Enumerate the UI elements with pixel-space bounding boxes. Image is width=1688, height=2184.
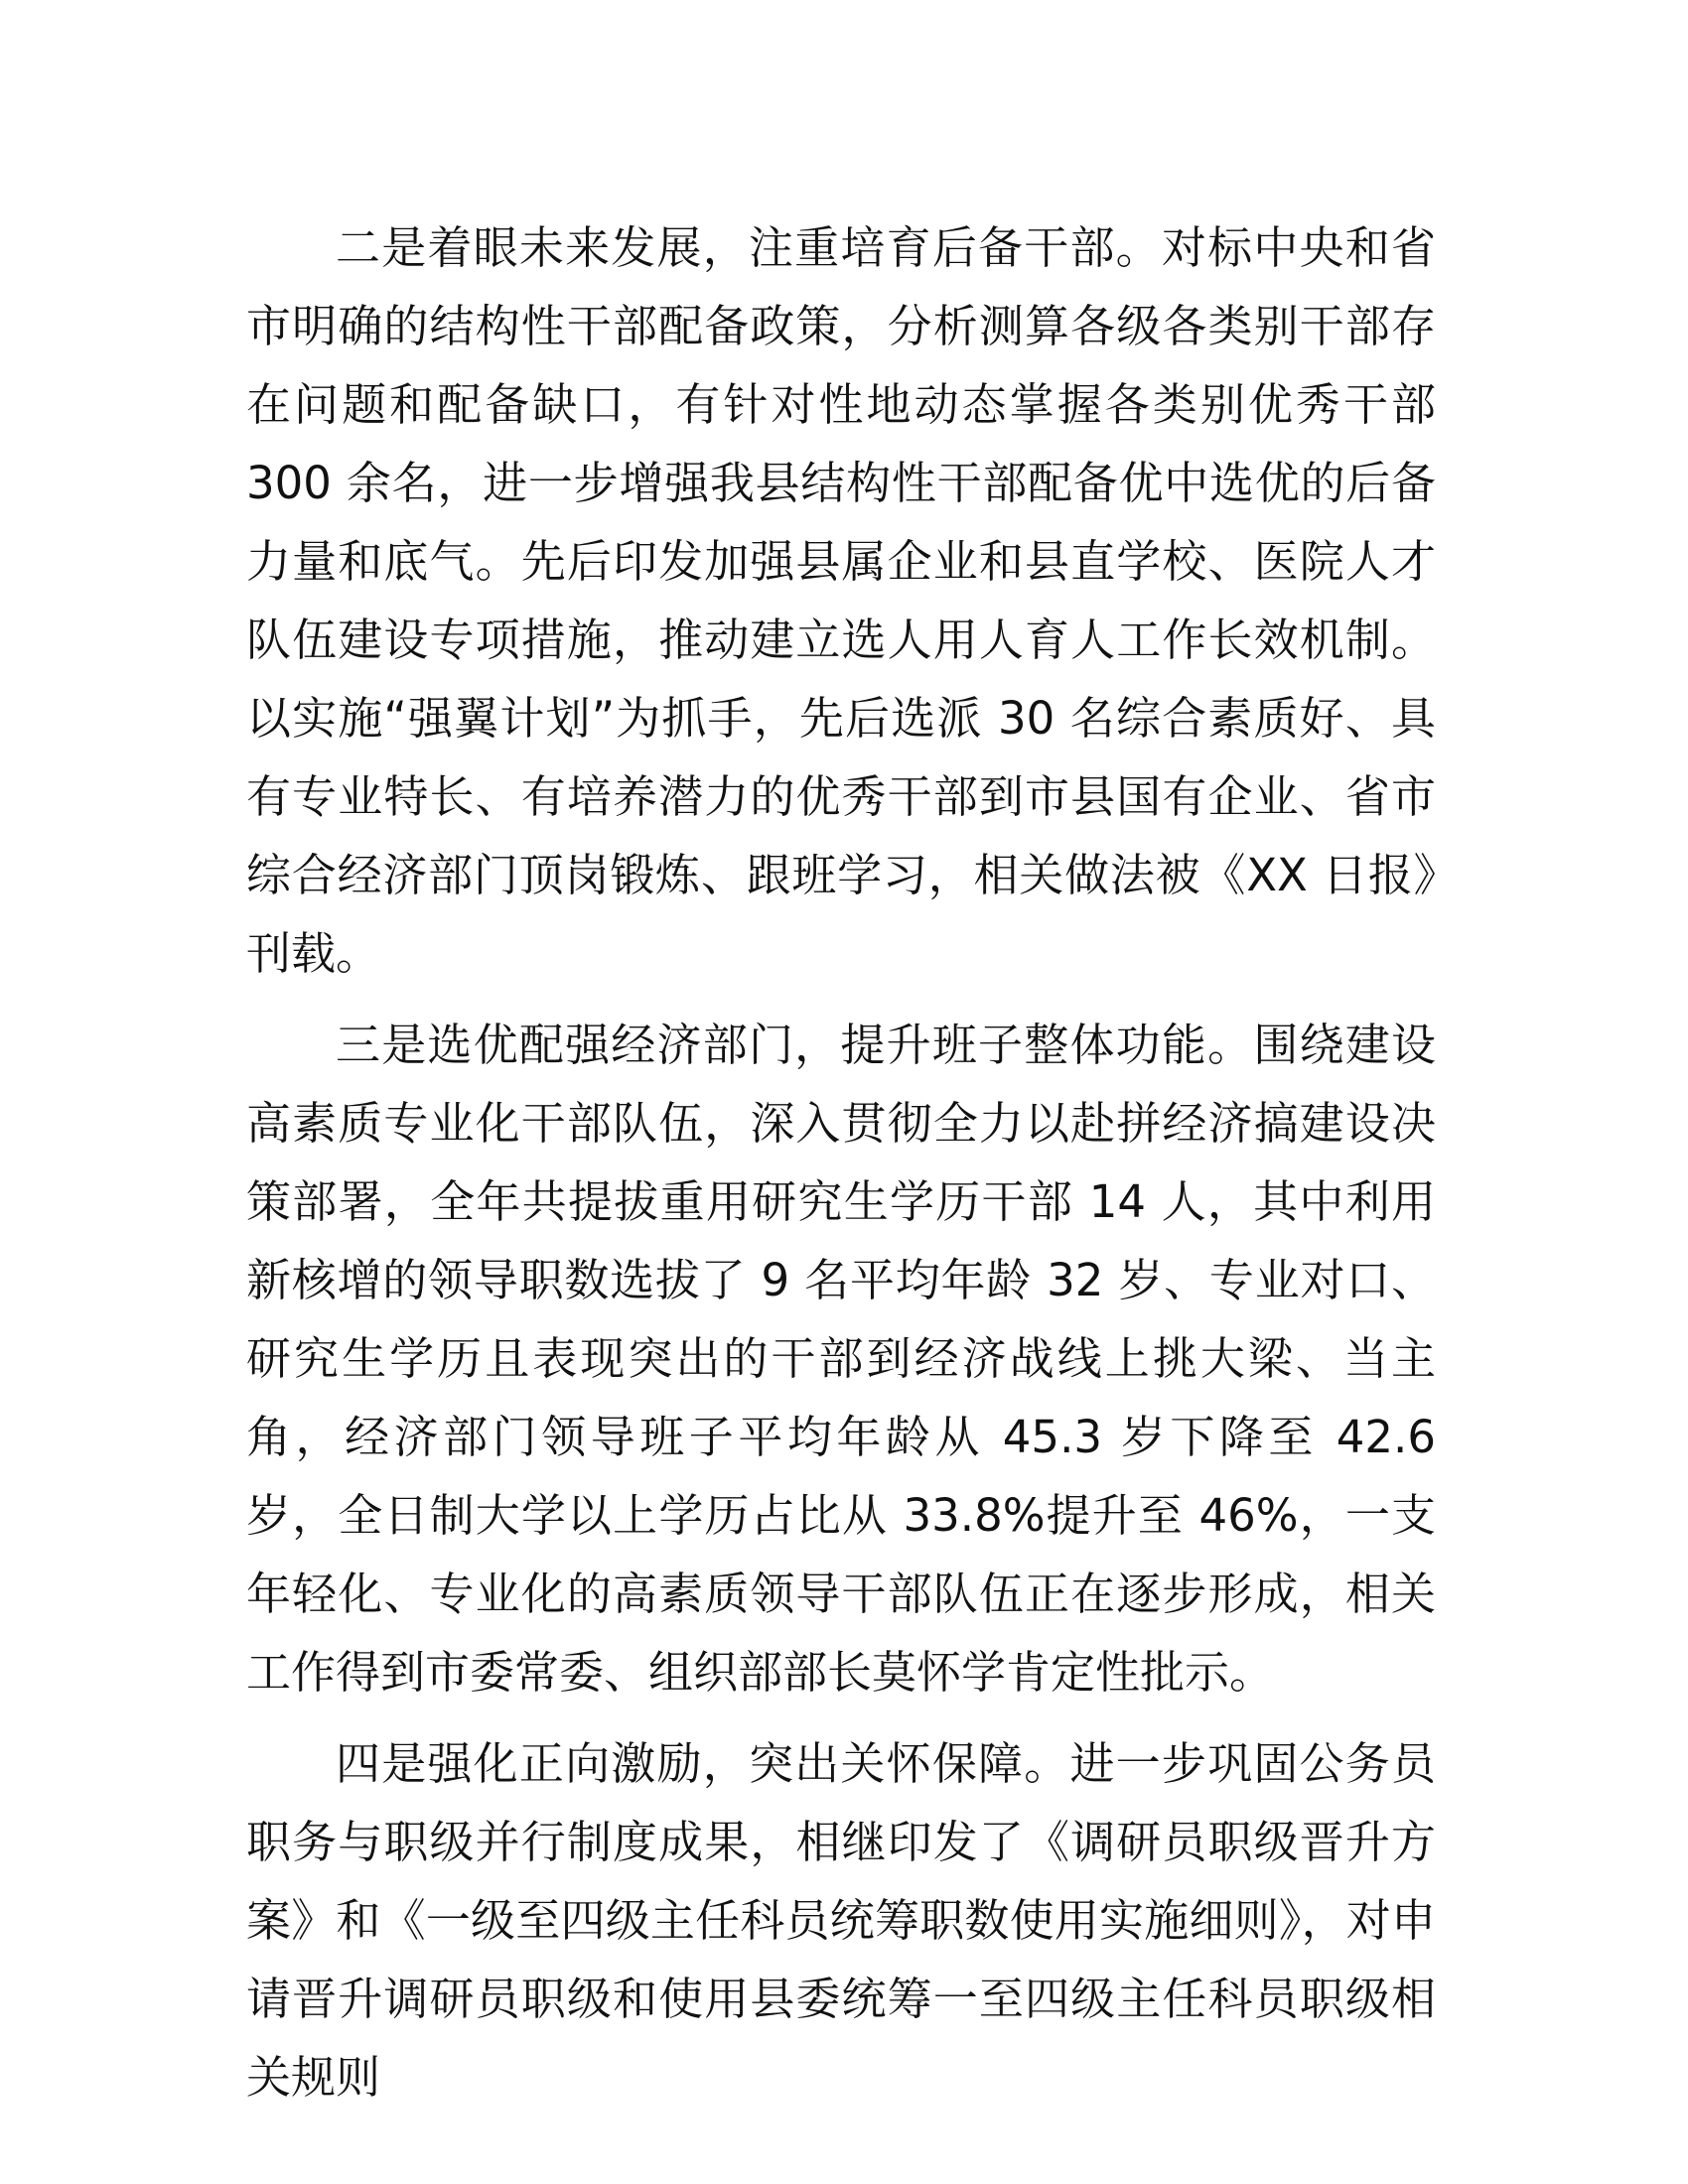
paragraph-reserve-cadres: 二是着眼未来发展，注重培育后备干部。对标中央和省市明确的结构性干部配备政策，分析测算各级各类别干部存在问题和配备缺口，有针对性地动态掌握各类别优秀干部 300 余名，进一步增强我县结构性干部配备优中选优的后备力量和底气。先后印发加强县属企业和县直学校、医院人才队伍建设专项措施，推动建立选人用人育人工作长效机制。以实施“强翼计划”为抓手，先后选派 30 名综合素质好、具有专业特长、有培养潜力的优秀干部到市县国有企业、省市综合经济部门顶岗锻炼、跟班学习，相关做法被《XX 日报》刊载。 xyxy=(246,221,1436,980)
paragraph-positive-incentives: 四是强化正向激励，突出关怀保障。进一步巩固公务员职务与职级并行制度成果，相继印发了《调研员职级晋升方案》和《一级至四级主任科员统筹职数使用实施细则》，对申请晋升调研员职级和使用县委统筹一至四级主任科员职级相关规则 xyxy=(246,1737,1436,2104)
document-body xyxy=(246,208,1436,2129)
paragraph-economic-departments: 三是选优配强经济部门，提升班子整体功能。围绕建设高素质专业化干部队伍，深入贯彻全力以赴拼经济搞建设决策部署，全年共提拔重用研究生学历干部 14 人，其中利用新核增的领导职数选拔了 9 名平均年龄 32 岁、专业对口、研究生学历且表现突出的干部到经济战线上挑大梁、当主角，经济部门领导班子平均年龄从 45.3 岁下降至 42.6 岁，全日制大学以上学历占比从 33.8%提升至 46%，一支年轻化、专业化的高素质领导干部队伍正在逐步形成，相关工作得到市委常委、组织部部长莫怀学肯定性批示。 xyxy=(246,1019,1436,1699)
